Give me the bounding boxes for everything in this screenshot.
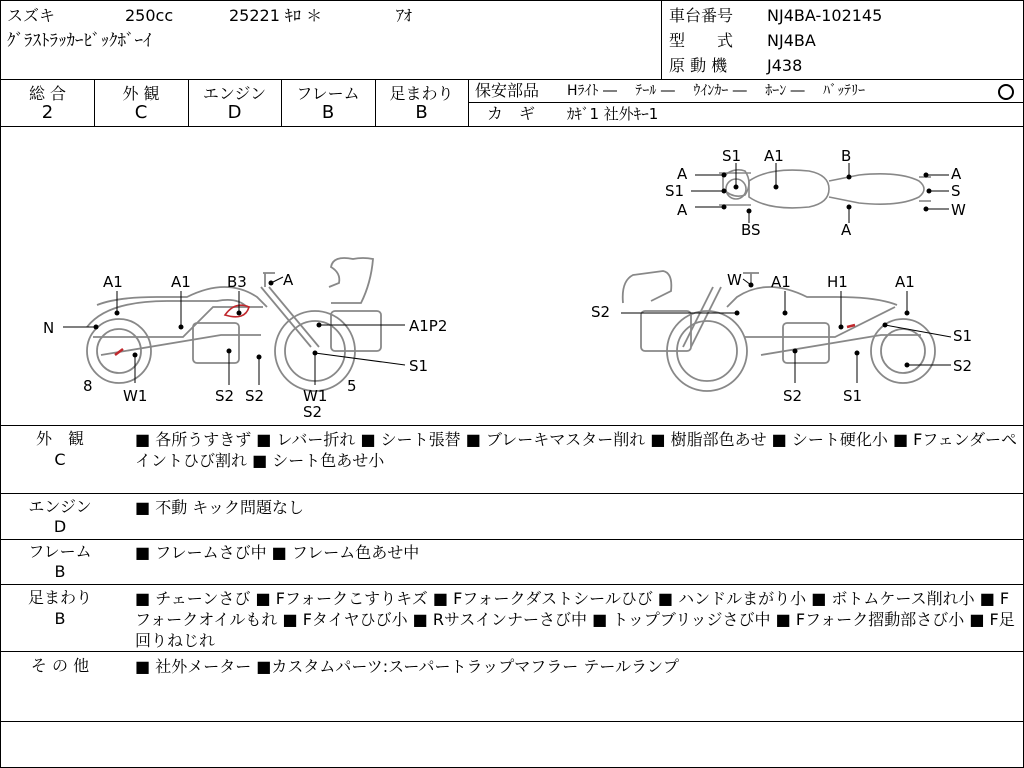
- grade-engine-label: エンジン: [202, 84, 267, 103]
- left-label-s2-a: S2: [215, 387, 235, 405]
- grade-suspension-value: B: [415, 102, 428, 123]
- displacement: 250cc: [125, 6, 174, 25]
- top-label-a1: A1: [764, 147, 784, 165]
- top-label-bs: BS: [741, 221, 761, 239]
- top-label-b: B: [841, 147, 852, 165]
- safety-items: Hﾗｲﾄ ― ﾃｰﾙ ― ｳｲﾝｶｰ ― ﾎｰﾝ ― ﾊﾞｯﾃﾘｰ: [567, 83, 866, 99]
- grade-frame-label: フレーム: [296, 84, 360, 103]
- left-label-5: 5: [347, 377, 357, 395]
- right-label-a1-front: A1: [895, 273, 915, 291]
- grade-frame-value: B: [321, 102, 335, 123]
- section-exterior-grade: C: [54, 450, 66, 469]
- top-label-a-bottom: A: [841, 221, 852, 239]
- safety-label: 保安部品: [475, 81, 540, 100]
- key-label: カ ギ: [487, 104, 536, 123]
- right-label-s1: S1: [843, 387, 863, 405]
- section-suspension-label: 足まわり: [27, 588, 92, 607]
- section-suspension-grade: B: [54, 609, 66, 628]
- top-label-a-left: A: [677, 165, 688, 183]
- left-label-n: N: [43, 319, 55, 337]
- section-engine-label: エンジン: [28, 497, 92, 516]
- color: ｱｵ: [396, 6, 413, 25]
- top-label-s: S: [951, 182, 961, 200]
- engine-label: 原 動 機: [669, 56, 728, 75]
- left-label-a1-mid: A1: [171, 273, 191, 291]
- section-engine-text: ■ 不動 キック問題なし: [135, 498, 304, 517]
- left-label-a1p2: A1P2: [409, 317, 448, 335]
- key-value: ｶｷﾞ1 社外ｷｰ1: [567, 105, 659, 123]
- damage-diagram: [1, 127, 1023, 425]
- right-marks: [735, 283, 910, 368]
- top-label-s1-left: S1: [665, 182, 685, 200]
- section-other-text: ■ 社外メーター ■カスタムパーツ:スーパートラップマフラー テールランプ: [135, 657, 680, 676]
- top-label-a-right: A: [951, 165, 962, 183]
- right-label-w: W: [727, 271, 742, 289]
- grade-total-label: 総 合: [28, 84, 67, 103]
- grade-total-value: 2: [41, 102, 54, 123]
- grade-exterior-value: C: [134, 102, 148, 123]
- top-view-bike: [719, 170, 931, 208]
- grade-exterior-label: 外 観: [122, 84, 160, 103]
- left-label-a1-rear: A1: [103, 273, 123, 291]
- type-label: 型 式: [669, 31, 734, 50]
- section-engine-grade: D: [53, 517, 67, 536]
- section-exterior-label: 外 観: [35, 429, 84, 448]
- right-label-s2: S2: [783, 387, 803, 405]
- left-label-a: A: [283, 271, 294, 289]
- left-label-s2-front: S2: [303, 403, 323, 421]
- right-label-a1: A1: [771, 273, 791, 291]
- left-label-s1: S1: [409, 357, 429, 375]
- battery-circle-mark: [998, 84, 1014, 100]
- top-label-s1: S1: [722, 147, 742, 165]
- section-suspension-text: ■ チェーンさび ■ Fフォークこすりキズ ■ Fフォークダストシールひび ■ ハンドルまがり小 ■ ボトムケース削れ小 ■ Fフォークオイルもれ ■ Fタイヤひび小 ■ Rサスインナーさび中 ■ トップブリッジさび中 ■ Fフォーク摺動部さび小 ■ F足回りねじれ: [135, 589, 1015, 650]
- right-label-h1: H1: [827, 273, 848, 291]
- grade-suspension-label: 足まわり: [389, 84, 454, 103]
- maker: スズキ: [7, 6, 56, 25]
- top-label-a-left2: A: [677, 201, 688, 219]
- left-label-s2-b: S2: [245, 387, 265, 405]
- left-label-w1: W1: [123, 387, 148, 405]
- right-label-s2-front: S2: [953, 357, 973, 375]
- lot-code: 25221 ｷﾛ ＊: [229, 6, 323, 25]
- model-name: ｸﾞﾗｽﾄﾗｯｶｰﾋﾞｯｸﾎﾞｰｲ: [7, 31, 152, 51]
- section-frame-label: フレーム: [28, 542, 92, 561]
- section-exterior-text: ■ 各所うすきず ■ レバー折れ ■ シート張替 ■ ブレーキマスター削れ ■ 樹脂部色あせ ■ シート硬化小 ■ Fフェンダーペイントひび割れ ■ シート色あせ小: [135, 430, 1017, 470]
- engine-value: J438: [767, 56, 803, 75]
- left-leaders: [63, 277, 405, 385]
- type-value: NJ4BA: [767, 31, 816, 50]
- frame-no-label: 車台番号: [669, 6, 734, 25]
- section-frame-grade: B: [54, 562, 66, 581]
- frame-no: NJ4BA-102145: [767, 6, 883, 25]
- right-label-s2-rear: S2: [591, 303, 611, 321]
- right-label-s1-front: S1: [953, 327, 973, 345]
- left-label-w1-front: W1: [303, 387, 328, 405]
- section-other-label: そ の 他: [30, 656, 90, 675]
- left-label-8: 8: [83, 377, 93, 395]
- top-label-w: W: [951, 201, 966, 219]
- grade-engine-value: D: [227, 102, 242, 123]
- section-frame-text: ■ フレームさび中 ■ フレーム色あせ中: [135, 543, 420, 562]
- left-label-b3: B3: [227, 273, 247, 291]
